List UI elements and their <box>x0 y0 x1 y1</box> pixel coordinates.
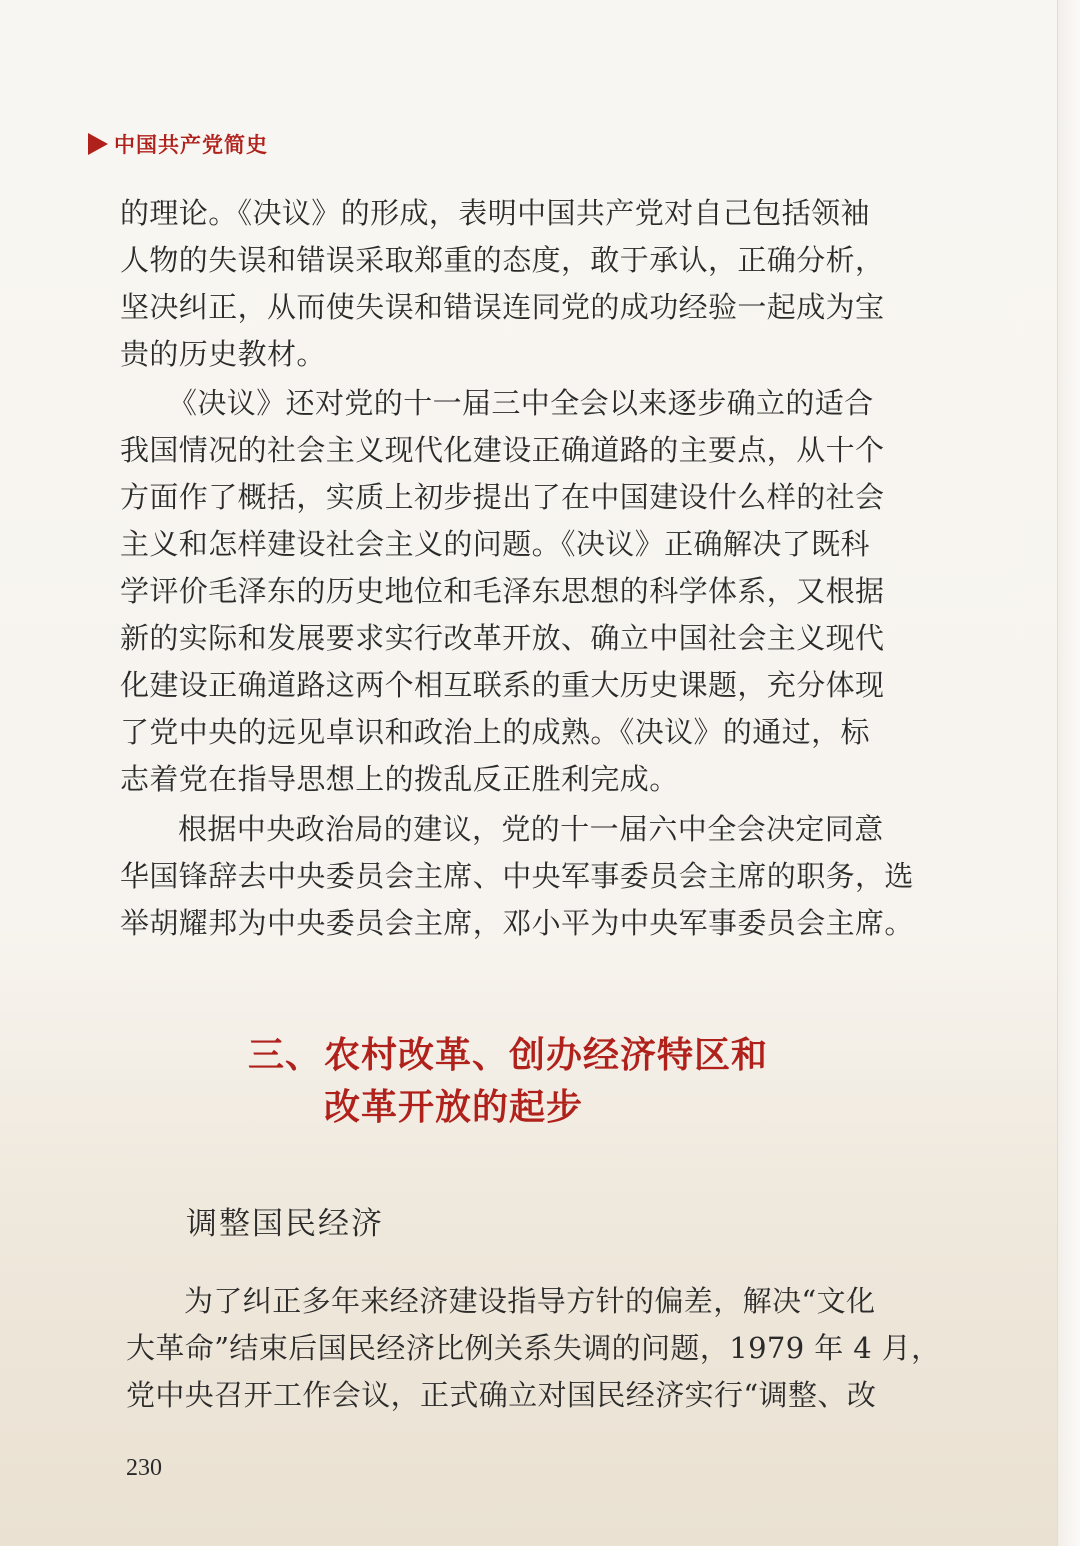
section-heading-line-1 <box>248 1030 768 1082</box>
section-heading <box>248 1030 768 1134</box>
text-line: 《决议》还对党的十一届三中全会以来逐步确立的适合 <box>168 386 874 420</box>
text-line: 华国锋辞去中央委员会主席、中央军事委员会主席的职务，选 <box>120 859 914 893</box>
paragraph-1 <box>120 190 910 378</box>
text-line: 根据中央政治局的建议，党的十一届六中全会决定同意 <box>178 812 884 846</box>
text-line: 方面作了概括，实质上初步提出了在中国建设什么样的社会 <box>120 480 885 514</box>
text-line: 的理论。《决议》的形成，表明中国共产党对自己包括领袖 <box>120 196 870 230</box>
text-line: 新的实际和发展要求实行改革开放、确立中国社会主义现代 <box>120 621 885 655</box>
text-line: 大革命”结束后国民经济比例关系失调的问题，1979 年 4 月， <box>126 1331 941 1365</box>
page-number: 230 <box>126 1455 162 1481</box>
running-header <box>88 128 268 160</box>
paragraph-4 <box>126 1278 941 1419</box>
text-line: 坚决纠正，从而使失误和错误连同党的成功经验一起成为宝 <box>120 290 885 324</box>
text-line: 举胡耀邦为中央委员会主席，邓小平为中央军事委员会主席。 <box>120 906 914 940</box>
section-title-line-2: 改革开放的起步 <box>324 1087 584 1128</box>
text-line: 了党中央的远见卓识和政治上的成熟。《决议》的通过，标 <box>120 715 870 749</box>
text-line: 主义和怎样建设社会主义的问题。《决议》正确解决了既科 <box>120 527 870 561</box>
paragraph-2 <box>120 380 910 803</box>
section-number: 三、 <box>248 1035 323 1076</box>
text-line: 化建设正确道路这两个相互联系的重大历史课题，充分体现 <box>120 668 885 702</box>
running-head-title: 中国共产党简史 <box>114 133 268 157</box>
text-line: 人物的失误和错误采取郑重的态度，敢于承认，正确分析， <box>120 243 885 277</box>
section-title-line-1: 农村改革、创办经济特区和 <box>324 1035 769 1076</box>
paragraph-3 <box>120 806 914 947</box>
text-line: 贵的历史教材。 <box>120 337 326 371</box>
text-line: 学评价毛泽东的历史地位和毛泽东思想的科学体系，又根据 <box>120 574 885 608</box>
text-line: 我国情况的社会主义现代化建设正确道路的主要点，从十个 <box>120 433 885 467</box>
text-line: 志着党在指导思想上的拨乱反正胜利完成。 <box>120 762 679 796</box>
text-line: 为了纠正多年来经济建设指导方针的偏差，解决“文化 <box>184 1284 876 1318</box>
subsection-heading: 调整国民经济 <box>186 1206 384 1242</box>
text-line: 党中央召开工作会议，正式确立对国民经济实行“调整、改 <box>126 1378 877 1412</box>
triangle-marker-icon <box>88 133 108 155</box>
page-edge <box>1057 0 1080 1546</box>
